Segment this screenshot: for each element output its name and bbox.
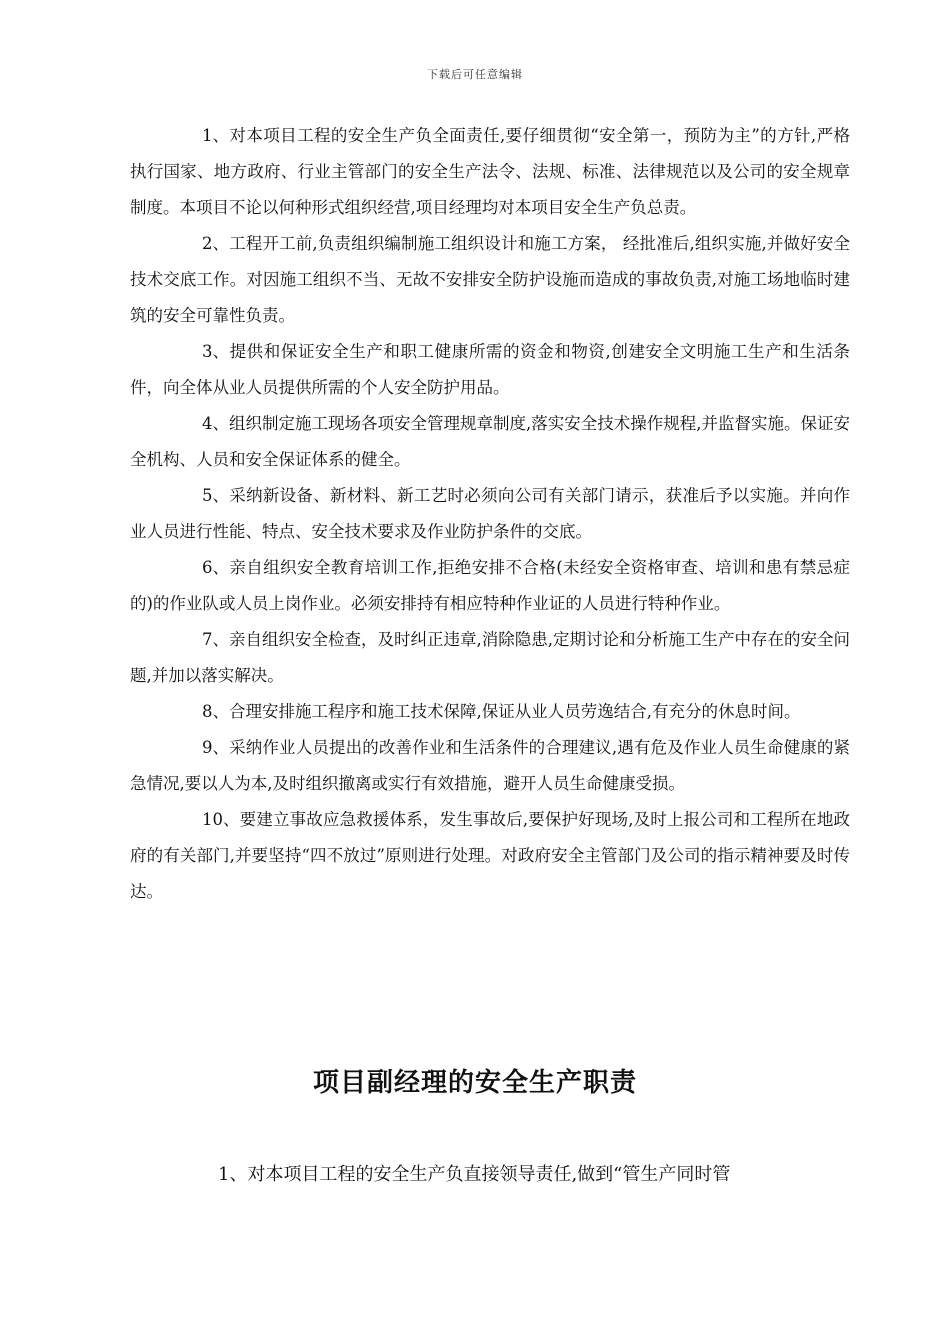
item-number: 7、: [202, 630, 229, 649]
item-text: 对本项目工程的安全生产负直接领导责任,做到“管生产同时管: [247, 1164, 731, 1185]
list-item: [130, 118, 850, 226]
item-text: 组织制定施工现场各项安全管理规章制度,落实安全技术操作规程,并监督实施。保证安全机构、人员和安全保证体系的健全。: [130, 414, 850, 469]
page-header: 下载后可任意编辑: [427, 68, 523, 81]
item-number: 1、: [202, 126, 229, 145]
item-number: 8、: [202, 702, 229, 721]
item-text: 合理安排施工程序和施工技术保障,保证从业人员劳逸结合,有充分的休息时间。: [229, 702, 801, 721]
item-text: 要建立事故应急救援体系，发生事故后,要保护好现场,及时上报公司和工程所在地政府的有关部门,并要坚持“四不放过”原则进行处理。对政府安全主管部门及公司的指示精神要及时传达。: [130, 810, 850, 901]
item-number: 9、: [202, 738, 229, 757]
item-number: 1、: [218, 1164, 248, 1185]
list-item: [130, 550, 850, 622]
list-item: [130, 478, 850, 550]
item-number: 6、: [202, 558, 229, 577]
list-item: [130, 622, 850, 694]
item-number: 5、: [202, 486, 229, 505]
item-text: 采纳新设备、新材料、新工艺时必须向公司有关部门请示，获准后予以实施。并向作业人员进行性能、特点、安全技术要求及作业防护条件的交底。: [130, 486, 850, 541]
list-item: [130, 1155, 850, 1195]
item-text: 对本项目工程的安全生产负全面责任,要仔细贯彻“安全第一，预防为主”的方针,严格执行国家、地方政府、行业主管部门的安全生产法令、法规、标准、法律规范以及公司的安全规章制度。本项目不论以何种形式组织经营,项目经理均对本项目安全生产负总责。: [130, 126, 850, 217]
responsibility-list: [130, 118, 850, 910]
item-number: 2、: [202, 234, 229, 253]
list-item: [130, 406, 850, 478]
item-text: 亲自组织安全检查，及时纠正违章,消除隐患,定期讨论和分析施工生产中存在的安全问题,并加以落实解决。: [130, 630, 850, 685]
section-title: 项目副经理的安全生产职责: [312, 1068, 637, 1098]
list-item: [130, 694, 850, 730]
section-list: [130, 1155, 850, 1195]
item-number: 10、: [202, 810, 240, 829]
item-text: 亲自组织安全教育培训工作,拒绝安排不合格(未经安全资格审查、培训和患有禁忌症的)的作业队或人员上岗作业。必须安排持有相应特种作业证的人员进行特种作业。: [130, 558, 850, 613]
list-item: [130, 226, 850, 334]
item-text: 采纳作业人员提出的改善作业和生活条件的合理建议,遇有危及作业人员生命健康的紧急情况,要以人为本,及时组织撤离或实行有效措施，避开人员生命健康受损。: [130, 738, 850, 793]
list-item: [130, 730, 850, 802]
item-text: 工程开工前,负责组织编制施工组织设计和施工方案， 经批准后,组织实施,并做好安全技术交底工作。对因施工组织不当、无故不安排安全防护设施而造成的事故负责,对施工场地临时建筑的安全可靠性负责。: [130, 234, 850, 325]
item-number: 4、: [202, 414, 229, 433]
list-item: [130, 802, 850, 910]
item-text: 提供和保证安全生产和职工健康所需的资金和物资,创建安全文明施工生产和生活条件，向全体从业人员提供所需的个人安全防护用品。: [130, 342, 850, 397]
list-item: [130, 334, 850, 406]
item-number: 3、: [202, 342, 229, 361]
